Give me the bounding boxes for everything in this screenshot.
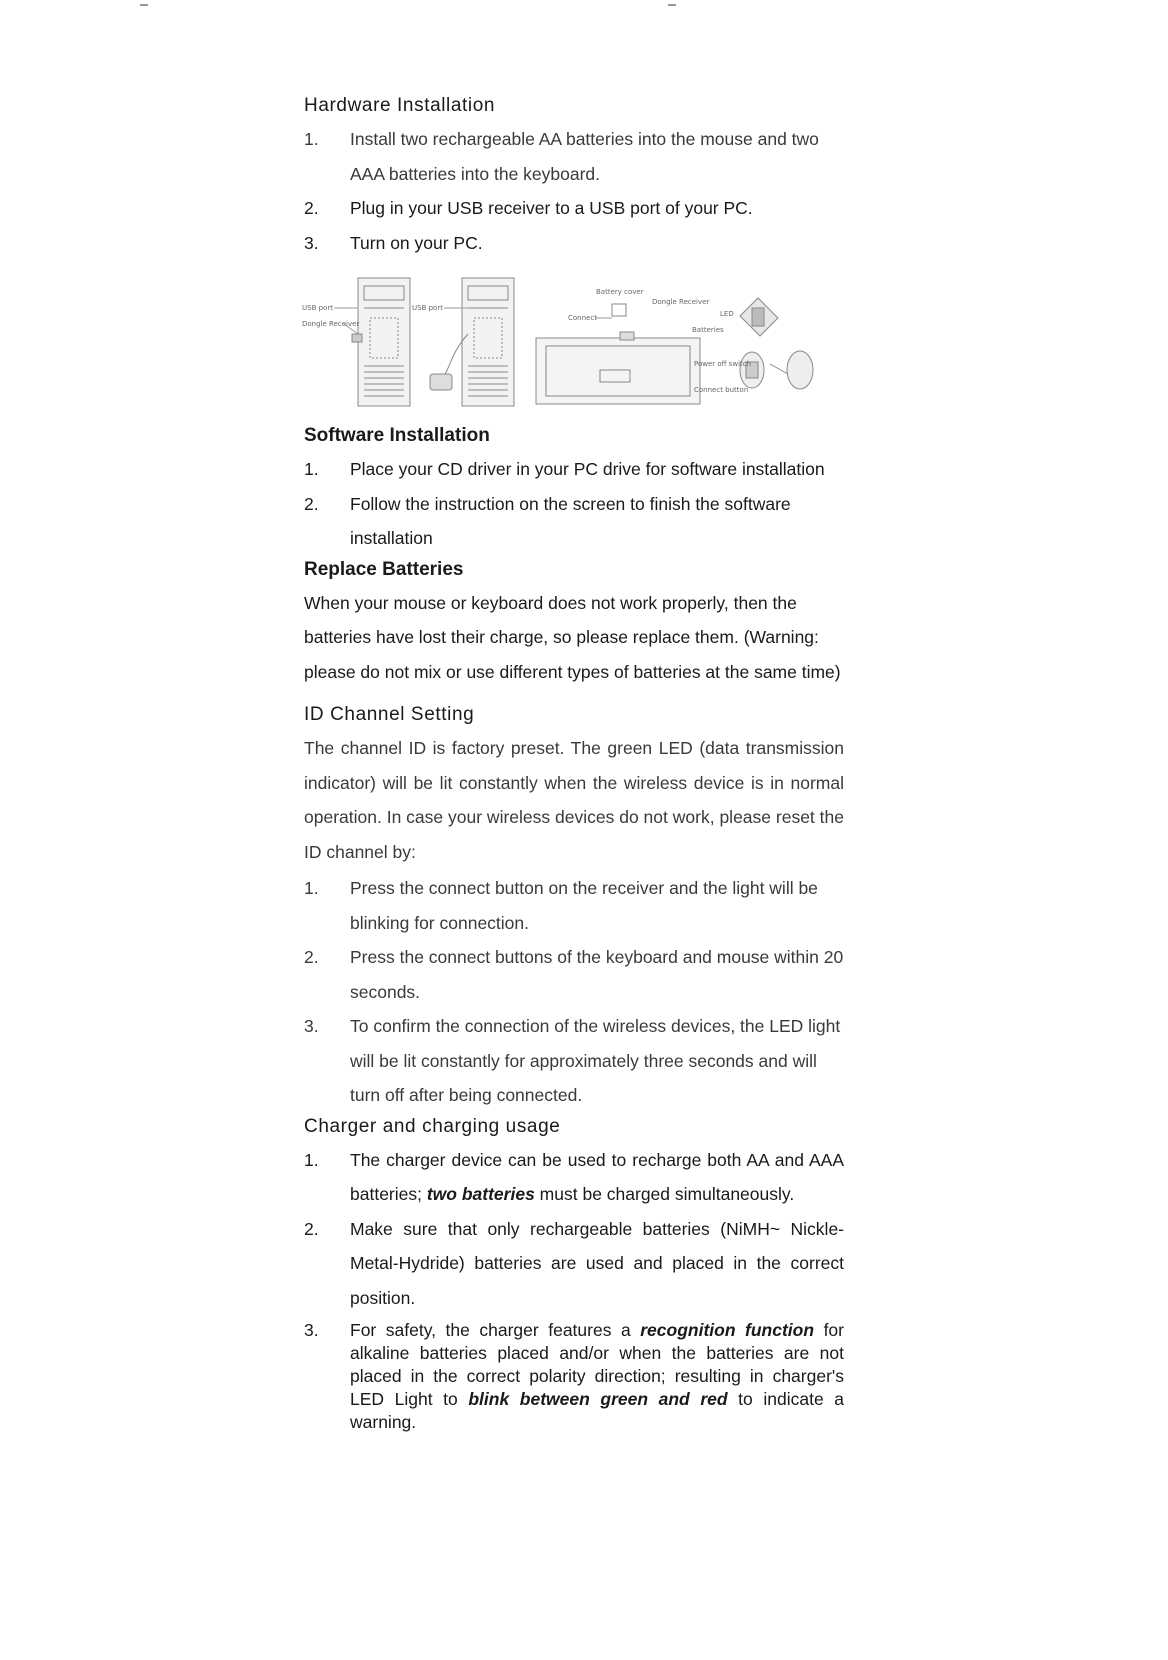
pc-tower-icon [352, 278, 410, 406]
hardware-step-2: 2. Plug in your USB receiver to a USB port of your PC. [304, 198, 753, 218]
charger-section [304, 1113, 844, 1435]
charger-step-3: 3. For safety, the charger features a recognition function for alkaline batteries placed and/or when the batteries are not placed in the correct polarity direction; resulting in charger's LED Light to blink between green and red to indicate a warning. [304, 1320, 844, 1432]
replace-batteries-heading: Replace Batteries [304, 558, 464, 580]
recognition-function-emphasis: recognition function [640, 1320, 815, 1340]
replace-batteries-section [304, 556, 844, 690]
blink-warning-emphasis: blink between green and red [468, 1389, 728, 1409]
charger-step-1: 1. The charger device can be used to recharge both AA and AAA batteries; two batteries must be charged simultaneously. [304, 1149, 844, 1204]
hardware-step-3: 3. Turn on your PC. [304, 232, 483, 253]
id-channel-section [304, 701, 844, 1113]
id-channel-step-1: 1. Press the connect button on the receiver and the light will be blinking for connection. [304, 878, 818, 933]
software-step-1: 1. Place your CD driver in your PC drive for software installation [304, 459, 825, 479]
id-channel-text: The channel ID is factory preset. The green LED (data transmission indicator) will be lit constantly when the wireless device is in normal operation. In case your wireless devices do not work, please reset the ID channel by: [304, 738, 844, 862]
software-steps [304, 452, 844, 556]
fig-label-power-off-switch: Power off switch [694, 360, 752, 368]
manual-content [304, 92, 844, 1434]
hardware-installation-section [304, 92, 844, 260]
two-batteries-emphasis: two batteries [426, 1184, 535, 1204]
charger-step-2: 2. Make sure that only rechargeable batteries (NiMH~ Nickle-Metal-Hydride) batteries are used and placed in the correct position. [304, 1218, 844, 1308]
charger-heading: Charger and charging usage [304, 1115, 561, 1137]
mouse-icon [740, 351, 813, 389]
id-channel-step-3: 3. To confirm the connection of the wireless devices, the LED light will be lit constantly for approximately three seconds and will turn off after being connected. [304, 1016, 841, 1105]
fig-label-connect-keyboard: Connect [568, 314, 597, 322]
scan-mark [140, 4, 148, 6]
fig-label-connect-button: Connect button [694, 386, 749, 394]
charger-steps [304, 1143, 844, 1435]
fig-label-dongle-receiver-1: Dongle Receiver [302, 320, 360, 328]
hardware-step-1: 1. Install two rechargeable AA batteries into the mouse and two AAA batteries into the keyboard. [304, 129, 819, 184]
pc-tower-icon [430, 278, 514, 406]
receiver-icon [740, 298, 778, 336]
fig-label-usb-port-1: USB port [302, 304, 333, 312]
hardware-installation-illustration [300, 274, 840, 414]
software-installation-section [304, 422, 844, 556]
hardware-steps [304, 122, 844, 260]
id-channel-step-2: 2. Press the connect buttons of the keyboard and mouse within 20 seconds. [304, 947, 844, 1002]
software-step-2: 2. Follow the instruction on the screen to finish the software installation [304, 493, 791, 548]
fig-label-led: LED [720, 310, 734, 318]
fig-label-batteries: Batteries [692, 326, 724, 334]
software-installation-heading: Software Installation [304, 425, 490, 446]
hardware-installation-heading: Hardware Installation [304, 95, 496, 116]
keyboard-icon [536, 304, 700, 404]
replace-batteries-text: When your mouse or keyboard does not work properly, then the batteries have lost their charge, so please replace them. (Warning: please do not mix or use different types of batteries at the same time) [304, 592, 841, 682]
id-channel-heading: ID Channel Setting [304, 704, 475, 725]
scan-mark [668, 4, 676, 6]
fig-label-usb-port-2: USB port [412, 304, 443, 312]
fig-label-dongle-receiver-2: Dongle Receiver [652, 298, 710, 306]
id-channel-steps [304, 871, 844, 1113]
fig-label-battery-cover: Battery cover [596, 288, 644, 296]
